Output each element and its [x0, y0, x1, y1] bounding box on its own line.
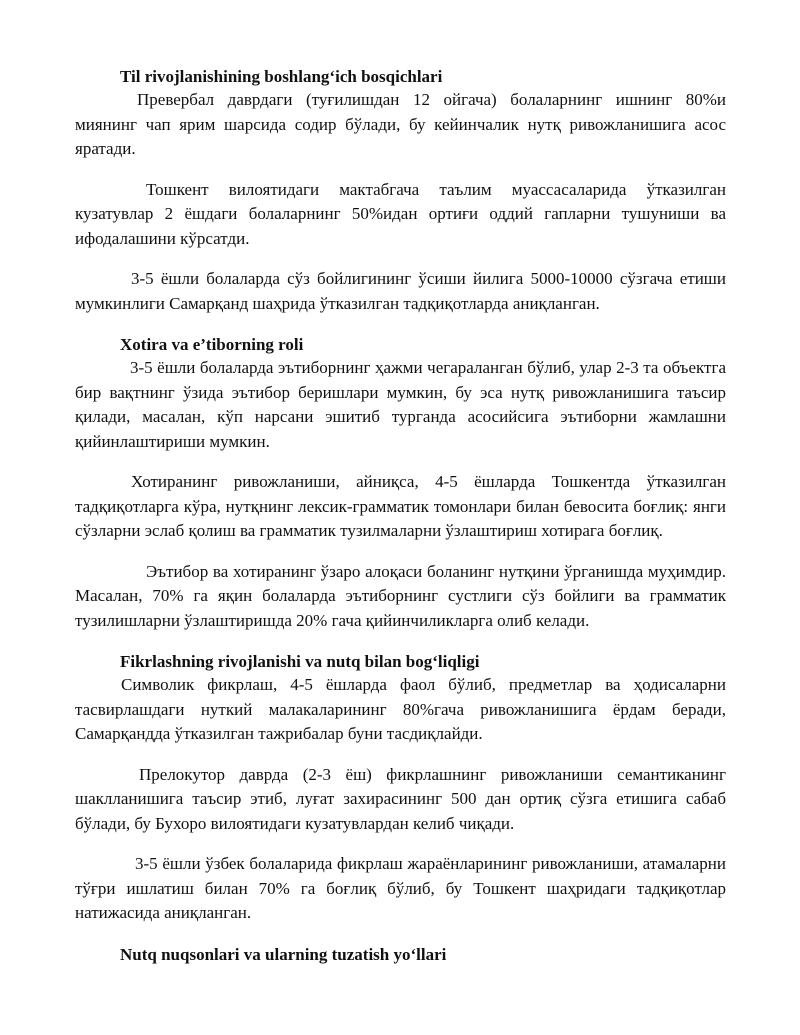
section-heading: Fikrlashning rivojlanishi va nutq bilan bog‘liqligi	[120, 652, 480, 671]
paragraph: Символик фикрлаш, 4-5 ёшларда фаол бўлиб, предметлар ва ҳодисаларни тасвирлашдаги нуткий малакаларининг 80%гача ривожланишига ёрдам беради, Самарқандда ўтказилган тажрибалар буни тасдиқлайди.	[75, 675, 726, 743]
paragraph: Хотиранинг ривожланиши, айниқса, 4-5 ёшларда Тошкентда ўтказилган тадқиқотларга кўра, нутқнинг лексик-грамматик томонлари билан бевосита боғлиқ: янги сўзларни эслаб қолиш ва грамматик тузилмаларни ўзлаштириш хотирага боғлиқ.	[75, 472, 726, 540]
paragraph: 3-5 ёшли болаларда сўз бойлигининг ўсиши йилига 5000-10000 сўзгача етиши мумкинлиги Самарқанд шаҳрида ўтказилган тадқиқотларда аниқланган.	[75, 269, 726, 313]
paragraph: Тошкент вилоятидаги мактабгача таълим муассасаларида ўтказилган кузатувлар 2 ёшдаги болаларнинг 50%идан ортиғи оддий гапларни тушуниши ва ифодалашини кўрсатди.	[75, 179, 726, 248]
paragraph: Превербал даврдаги (туғилишдан 12 ойгача) болаларнинг ишнинг 80%и миянинг чап ярим шарсида содир бўлади, бу кейинчалик нутқ ривожланишига асос яратади.	[75, 90, 726, 158]
section-heading: Til rivojlanishining boshlang‘ich bosqichlari	[120, 67, 443, 86]
paragraph: Эътибор ва хотиранинг ўзаро алоқаси боланинг нутқини ўрганишда муҳимдир. Масалан, 70% га яқин болаларда эътиборнинг сустлиги сўз бойлиги ва грамматик тузилишларни ўзлаштиришда 20% гача қийинчиликларга олиб келади.	[75, 561, 726, 630]
paragraph: 3-5 ёшли ўзбек болаларида фикрлаш жараёнларининг ривожланиши, атамаларни тўғри ишлатиш билан 70% га боғлиқ бўлиб, бу Тошкент шаҳридаги тадқиқотлар натижасида аниқланган.	[75, 854, 726, 922]
paragraph: 3-5 ёшли болаларда эътиборнинг ҳажми чегараланган бўлиб, улар 2-3 та объектга бир вақтнинг ўзида эътибор беришлари мумкин, бу эса нутқ ривожланишига таъсир қилади, масалан, кўп нарсани эшитиб турганда асосийсига эътиборни жамлашни қийинлаштириши мумкин.	[75, 358, 726, 451]
paragraph: Прелокутор даврда (2-3 ёш) фикрлашнинг ривожланиши семантиканинг шаклланишига таъсир этиб, луғат захирасининг 500 дан ортиқ сўзга етишига сабаб бўлади, бу Бухоро вилоятидаги кузатувлардан келиб чиқади.	[75, 764, 726, 833]
section-heading: Nutq nuqsonlari va ularning tuzatish yo‘llari	[120, 944, 447, 964]
section-heading: Xotira va e’tiborning roli	[120, 335, 304, 354]
document-page	[75, 66, 726, 966]
